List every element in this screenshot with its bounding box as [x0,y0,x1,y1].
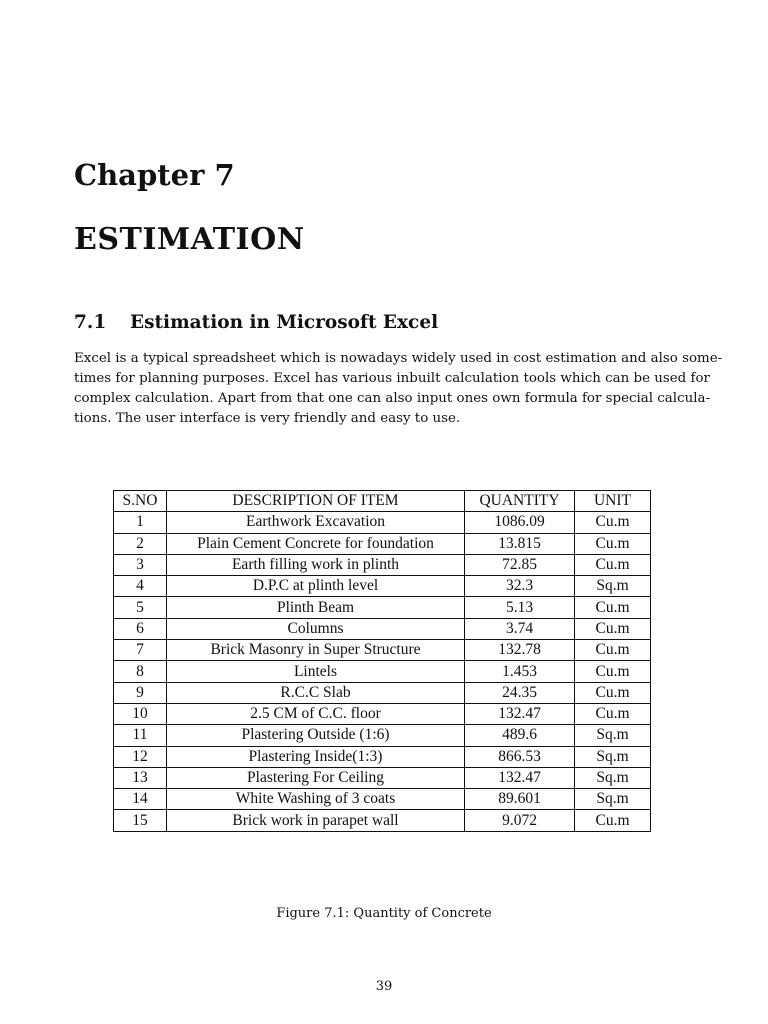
table-row [114,640,651,661]
cell-quantity: 13.815 [465,533,575,554]
header-description: DESCRIPTION OF ITEM [167,491,465,512]
cell-quantity: 132.47 [465,703,575,724]
cell-description: Plinth Beam [167,597,465,618]
cell-unit: Sq.m [575,746,651,767]
cell-description: 2.5 CM of C.C. floor [167,703,465,724]
paragraph-line: Excel is a typical spreadsheet which is nowadays widely used in cost estimation and also some- [74,351,723,366]
table-row [114,703,651,724]
cell-unit: Cu.m [575,597,651,618]
cell-sno: 14 [114,789,167,810]
cell-quantity: 866.53 [465,746,575,767]
cell-quantity: 72.85 [465,554,575,575]
cell-quantity: 1.453 [465,661,575,682]
table-header-row [114,491,651,512]
cell-unit: Sq.m [575,576,651,597]
cell-description: White Washing of 3 coats [167,789,465,810]
cell-unit: Cu.m [575,618,651,639]
section-title: Estimation in Microsoft Excel [130,312,439,333]
cell-sno: 4 [114,576,167,597]
cell-description: Columns [167,618,465,639]
cell-description: Plastering Outside (1:6) [167,725,465,746]
cell-sno: 2 [114,533,167,554]
cell-quantity: 1086.09 [465,512,575,533]
section-heading [74,312,438,333]
cell-sno: 7 [114,640,167,661]
cell-sno: 13 [114,767,167,788]
cell-quantity: 24.35 [465,682,575,703]
cell-description: R.C.C Slab [167,682,465,703]
table-row [114,576,651,597]
cell-unit: Cu.m [575,533,651,554]
cell-unit: Cu.m [575,661,651,682]
paragraph-line: times for planning purposes. Excel has various inbuilt calculation tools which can be used for [74,371,710,386]
cell-description: Brick Masonry in Super Structure [167,640,465,661]
cell-description: Lintels [167,661,465,682]
cell-sno: 10 [114,703,167,724]
cell-unit: Cu.m [575,554,651,575]
cell-sno: 8 [114,661,167,682]
cell-sno: 6 [114,618,167,639]
table-body [114,512,651,831]
cell-sno: 5 [114,597,167,618]
cell-quantity: 89.601 [465,789,575,810]
table-row [114,512,651,533]
cell-quantity: 132.47 [465,767,575,788]
header-quantity: QUANTITY [465,491,575,512]
table-row [114,554,651,575]
section-number: 7.1 [74,312,107,333]
cell-description: Brick work in parapet wall [167,810,465,831]
cell-description: D.P.C at plinth level [167,576,465,597]
figure-caption: Figure 7.1: Quantity of Concrete [276,906,492,921]
page-number: 39 [375,979,393,994]
cell-unit: Cu.m [575,640,651,661]
table-row [114,661,651,682]
cell-sno: 11 [114,725,167,746]
cell-unit: Cu.m [575,682,651,703]
cell-unit: Cu.m [575,703,651,724]
cell-description: Plain Cement Concrete for foundation [167,533,465,554]
table-row [114,597,651,618]
chapter-label: Chapter 7 [74,158,235,192]
chapter-title: ESTIMATION [74,222,305,257]
body-paragraph [74,349,723,429]
cell-quantity: 3.74 [465,618,575,639]
cell-unit: Sq.m [575,789,651,810]
cell-unit: Cu.m [575,810,651,831]
cell-quantity: 9.072 [465,810,575,831]
table-row [114,533,651,554]
cell-quantity: 489.6 [465,725,575,746]
cell-sno: 12 [114,746,167,767]
table-row [114,810,651,831]
cell-quantity: 5.13 [465,597,575,618]
table-row [114,682,651,703]
cell-description: Plastering For Ceiling [167,767,465,788]
table-row [114,789,651,810]
cell-sno: 3 [114,554,167,575]
cell-unit: Cu.m [575,512,651,533]
table-row [114,767,651,788]
estimation-table [113,490,651,832]
header-unit: UNIT [575,491,651,512]
header-sno: S.NO [114,491,167,512]
table-row [114,746,651,767]
cell-description: Earthwork Excavation [167,512,465,533]
cell-quantity: 132.78 [465,640,575,661]
cell-description: Earth filling work in plinth [167,554,465,575]
table-row [114,725,651,746]
paragraph-line: tions. The user interface is very friendly and easy to use. [74,411,461,426]
cell-unit: Sq.m [575,767,651,788]
paragraph-line: complex calculation. Apart from that one can also input ones own formula for special calcula- [74,391,710,406]
cell-unit: Sq.m [575,725,651,746]
cell-sno: 1 [114,512,167,533]
cell-quantity: 32.3 [465,576,575,597]
cell-description: Plastering Inside(1:3) [167,746,465,767]
cell-sno: 9 [114,682,167,703]
cell-sno: 15 [114,810,167,831]
table-row [114,618,651,639]
